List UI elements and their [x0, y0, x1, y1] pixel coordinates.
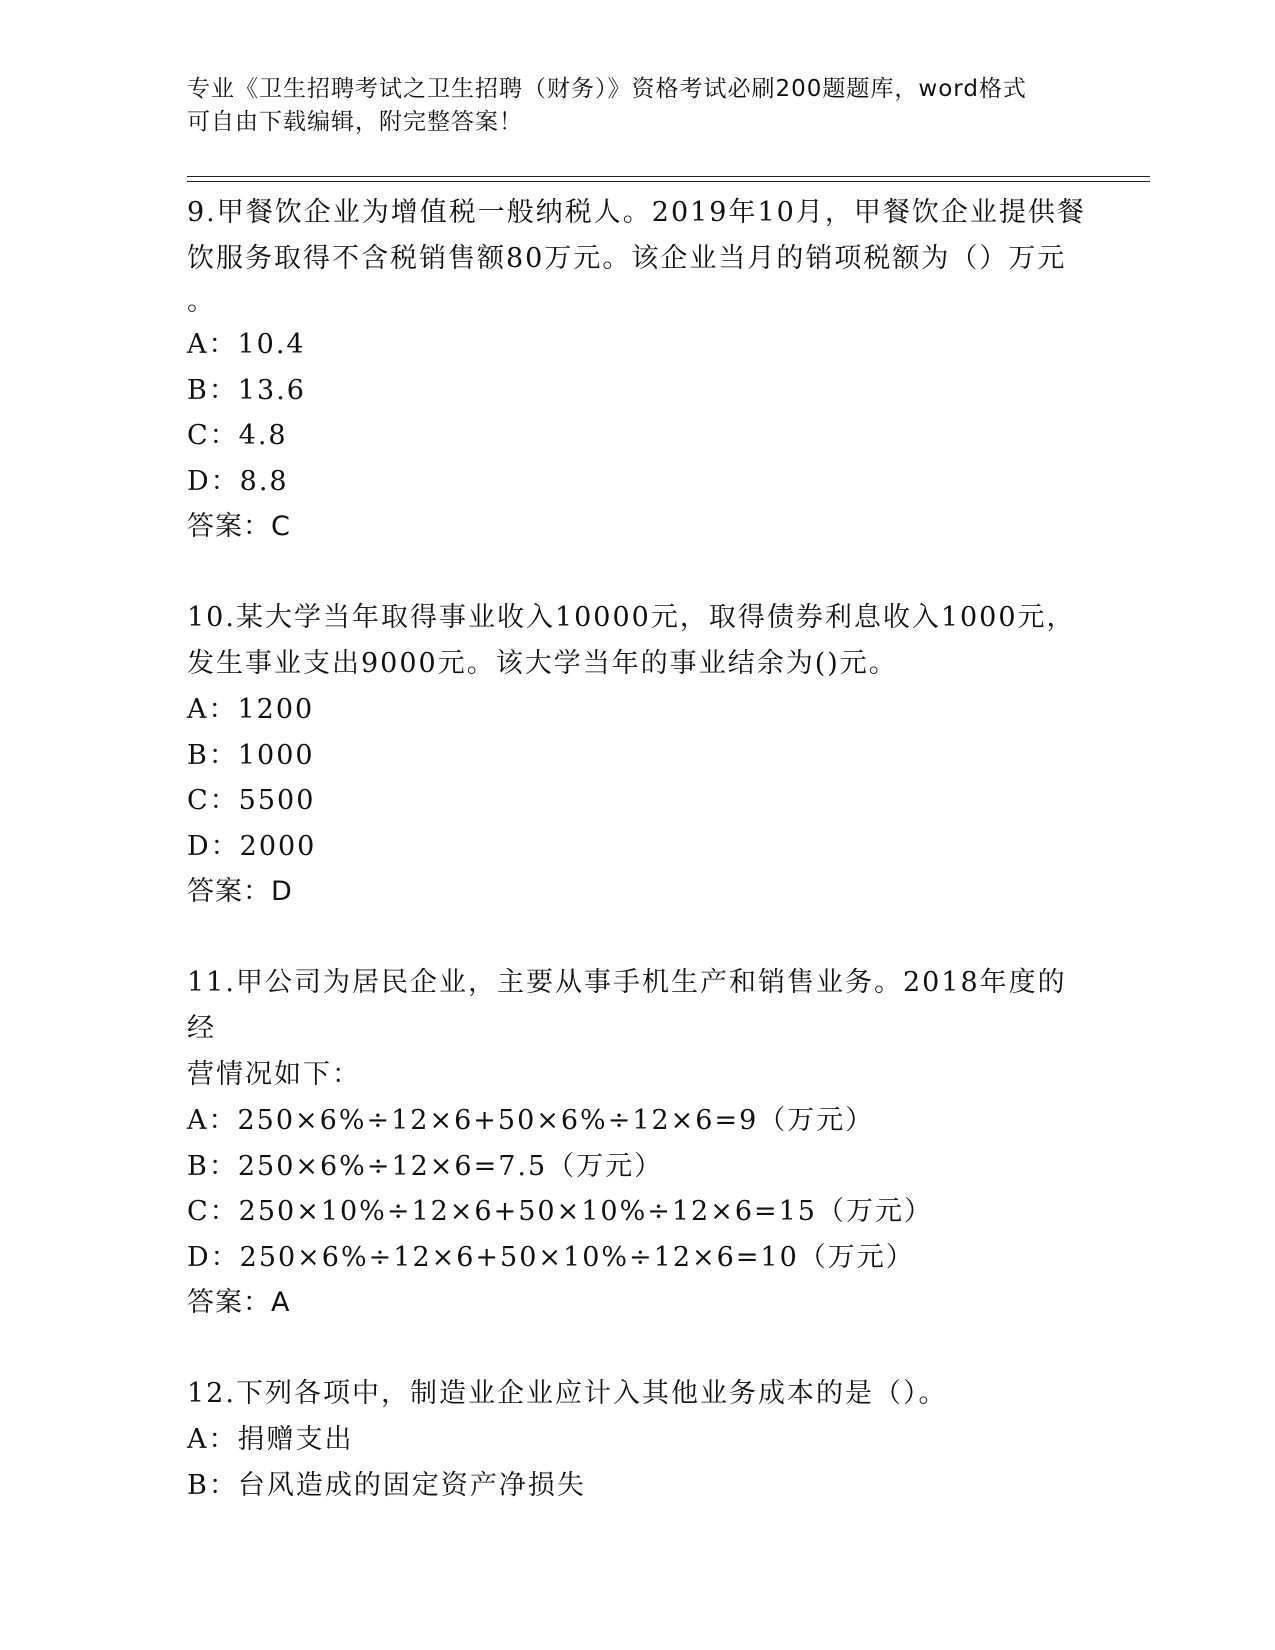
question-stem-line: 9.甲餐饮企业为增值税一般纳税人。2019年10月，甲餐饮企业提供餐 — [187, 197, 1086, 228]
option-c: C：250×10%÷12×6+50×10%÷12×6=15（万元） — [187, 1196, 933, 1227]
header-line-2: 可自由下载编辑，附完整答案！ — [187, 109, 523, 135]
question-stem-line: 饮服务取得不含税销售额80万元。该企业当月的销项税额为（）万元 — [187, 243, 1067, 274]
option-a: A：捐赠支出 — [187, 1424, 354, 1455]
option-b: B：13.6 — [187, 374, 306, 406]
question-spacer — [187, 550, 1087, 595]
answer-line: 答案：C — [187, 511, 291, 542]
option-a: A：10.4 — [187, 329, 306, 360]
option-d: D：8.8 — [187, 465, 289, 497]
question-stem-line: 12.下列各项中，制造业企业应计入其他业务成本的是（）。 — [187, 1378, 948, 1409]
question-11 — [187, 960, 1087, 1326]
question-12 — [187, 1371, 1087, 1508]
question-stem-line: 。 — [187, 286, 216, 317]
question-stem-line: 10.某大学当年取得事业收入10000元，取得债券利息收入1000元， — [187, 602, 1076, 633]
question-stem-line: 11.甲公司为居民企业，主要从事手机生产和销售业务。2018年度的经 — [187, 967, 1067, 1044]
option-b: B：250×6%÷12×6=7.5（万元） — [187, 1150, 664, 1182]
option-a: A：250×6%÷12×6+50×6%÷12×6=9（万元） — [187, 1105, 875, 1136]
header-divider-top — [187, 176, 1150, 177]
question-stem-line: 发生事业支出9000元。该大学当年的事业结余为()元。 — [187, 648, 898, 679]
answer-line: 答案：A — [187, 1287, 291, 1318]
option-d: D：250×6%÷12×6+50×10%÷12×6=10（万元） — [187, 1241, 915, 1273]
option-c: C：5500 — [187, 785, 316, 816]
question-list — [187, 190, 1087, 1508]
header-divider-bottom — [187, 181, 1150, 182]
question-9 — [187, 190, 1087, 550]
question-spacer — [187, 1326, 1087, 1371]
header-line-1: 专业《卫生招聘考试之卫生招聘（财务）》资格考试必刷200题题库，word格式 — [187, 76, 1027, 102]
option-a: A：1200 — [187, 694, 315, 725]
question-10 — [187, 595, 1087, 915]
document-header — [187, 73, 1087, 139]
option-c: C：4.8 — [187, 420, 288, 451]
option-b: B：1000 — [187, 739, 315, 771]
option-b: B：台风造成的固定资产净损失 — [187, 1469, 586, 1501]
answer-line: 答案：D — [187, 876, 293, 907]
option-d: D：2000 — [187, 830, 317, 862]
question-stem-line: 营情况如下： — [187, 1059, 361, 1090]
question-spacer — [187, 915, 1087, 960]
